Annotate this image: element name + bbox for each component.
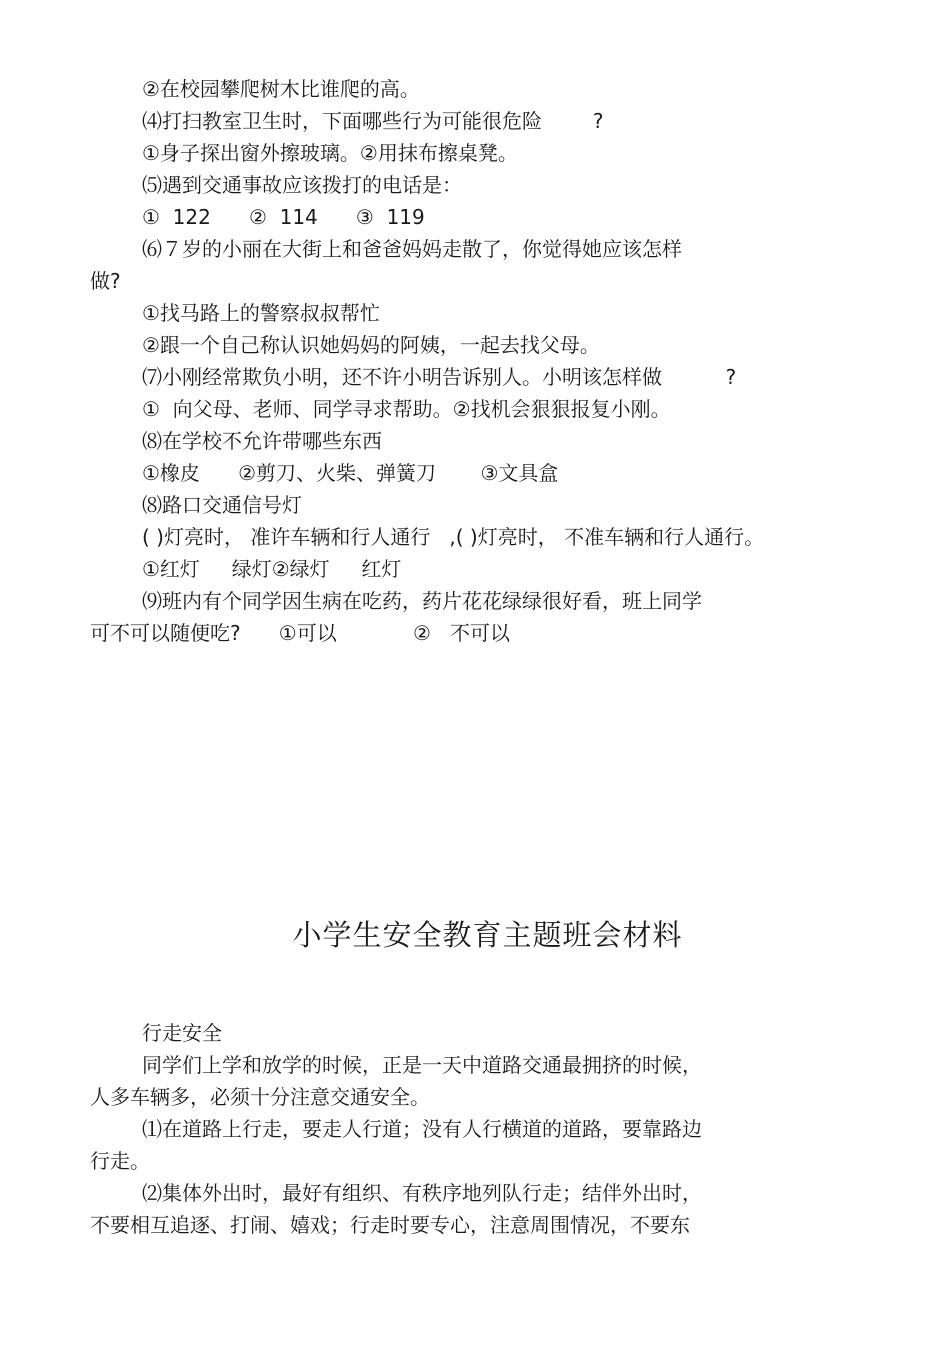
quiz-q2-option-2: ②在校园攀爬树木比谁爬的高。 [142,77,420,101]
quiz-q8a-options: ①橡皮 ②剪刀、火柴、弹簧刀 ③文具盒 [142,461,559,485]
quiz-q4-question: ⑷打扫教室卫生时，下面哪些行为可能很危险 ? [142,109,604,133]
quiz-q8b-options: ①红灯 绿灯②绿灯 红灯 [142,557,402,581]
quiz-q6-question-line1: ⑹７岁的小丽在大街上和爸爸妈妈走散了，你觉得她应该怎样 [142,237,682,261]
quiz-q8a-question: ⑻在学校不允许带哪些东西 [142,429,382,453]
quiz-q8b-fill-blank: ( )灯亮时， 准许车辆和行人通行 ,( )灯亮时， 不准车辆和行人通行。 [142,525,765,549]
section-heading: 行走安全 [142,1021,222,1045]
quiz-q6-option-2: ②跟一个自己称认识她妈妈的阿姨，一起去找父母。 [142,333,600,357]
quiz-q8b-question: ⑻路口交通信号灯 [142,493,302,517]
quiz-q6-question-line2: 做? [90,269,121,293]
paragraph-2-line1: ⑴在道路上行走，要走人行道；没有人行横道的道路，要靠路边 [142,1117,702,1141]
quiz-q5-options: ① 122 ② 114 ③ 119 [142,205,425,229]
article-title: 小学生安全教育主题班会材料 [292,918,683,952]
paragraph-1-line2: 人多车辆多，必须十分注意交通安全。 [90,1085,430,1109]
quiz-q4-options: ①身子探出窗外擦玻璃。②用抹布擦桌凳。 [142,141,518,165]
paragraph-1-line1: 同学们上学和放学的时候，正是一天中道路交通最拥挤的时候， [142,1053,702,1077]
paragraph-3-line1: ⑵集体外出时，最好有组织、有秩序地列队行走；结伴外出时， [142,1181,702,1205]
quiz-q9-question-line1: ⑼班内有个同学因生病在吃药，药片花花绿绿很好看，班上同学 [142,589,702,613]
quiz-q5-question: ⑸遇到交通事故应该拨打的电话是： [142,173,462,197]
quiz-q7-options: ① 向父母、老师、同学寻求帮助。②找机会狠狠报复小刚。 [142,397,671,421]
paragraph-2-line2: 行走。 [90,1149,150,1173]
quiz-q6-option-1: ①找马路上的警察叔叔帮忙 [142,301,380,325]
quiz-q9-question-line2: 可不可以随便吃? ①可以 ② 不可以 [90,621,510,645]
quiz-q7-question: ⑺小刚经常欺负小明，还不许小明告诉别人。小明该怎样做 ? [142,365,737,389]
paragraph-3-line2: 不要相互追逐、打闹、嬉戏；行走时要专心，注意周围情况，不要东 [90,1213,690,1237]
